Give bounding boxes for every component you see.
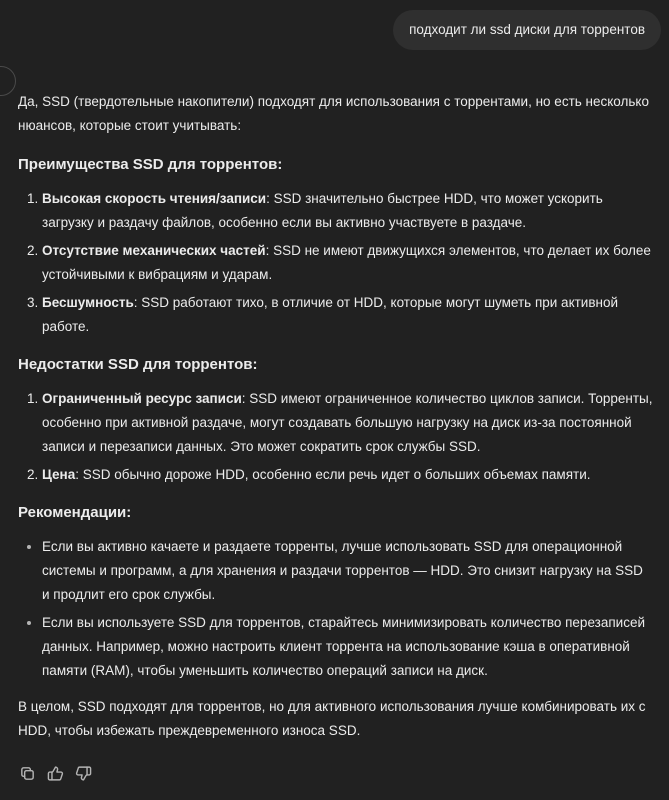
message-actions <box>18 764 92 782</box>
list-item-text: : SSD работают тихо, в отличие от HDD, которые могут шуметь при активной работе. <box>42 295 619 334</box>
list-item-text: : SSD обычно дороже HDD, особенно если речь идет о больших объемах памяти. <box>75 467 591 482</box>
copy-icon <box>19 765 36 782</box>
assistant-message <box>18 90 653 743</box>
list-item <box>42 463 653 487</box>
recommendations-heading: Рекомендации: <box>18 504 132 521</box>
recommendations-list <box>18 535 653 683</box>
list-item <box>42 291 653 339</box>
list-item: • Если вы используете SSD для торрентов, старайтесь минимизировать количество перезаписей данных. Например, можно настроить клиент торрента на использование кэша в оперативной памяти (RAM), чтобы уменьшить количество операций записи на диск. <box>42 611 653 683</box>
list-item-text: : SSD не имеют движущихся элементов, что делает их более устойчивыми к вибрациям и ударам. <box>42 243 651 282</box>
disadvantages-heading: Недостатки SSD для торрентов: <box>18 356 258 373</box>
list-item-text: : SSD значительно быстрее HDD, что может ускорить загрузку и раздачу файлов, особенно если вы активно участвуете в раздаче. <box>42 191 603 230</box>
list-item: • Если вы активно качаете и раздаете торренты, лучше использовать SSD для операционной системы и программ, а для хранения и раздачи торрентов — HDD. Это снизит нагрузку на SSD и продлит его срок службы. <box>42 535 653 607</box>
list-item-bold: Цена <box>42 467 76 482</box>
user-message-bubble: подходит ли ssd диски для торрентов <box>393 10 661 50</box>
list-item-text: : SSD имеют ограниченное количество циклов записи. Торренты, особенно при активной раздаче, могут создавать большую нагрузку на диск из-за постоянной записи и перезаписи данных. Это может сократить срок службы SSD. <box>42 391 653 454</box>
list-item <box>42 387 653 459</box>
copy-button[interactable] <box>18 764 36 782</box>
advantages-heading: Преимущества SSD для торрентов: <box>18 156 283 173</box>
conclusion-text: В целом, SSD подходят для торрентов, но для активного использования лучше комбинировать их с HDD, чтобы избежать преждевременного износа SSD. <box>18 699 646 738</box>
list-item <box>42 239 653 287</box>
thumbs-down-button[interactable] <box>74 764 92 782</box>
assistant-avatar <box>0 66 16 96</box>
thumbs-up-icon <box>47 765 64 782</box>
disadvantages-list <box>18 387 653 487</box>
intro-text: Да, SSD (твердотельные накопители) подходят для использования с торрентами, но есть несколько нюансов, которые стоит учитывать: <box>18 94 649 133</box>
advantages-list <box>18 187 653 339</box>
thumbs-up-button[interactable] <box>46 764 64 782</box>
list-item-bold: Бесшумность <box>42 295 134 310</box>
list-item-bold: Ограниченный ресурс записи <box>42 391 242 406</box>
list-item-bold: Отсутствие механических частей <box>42 243 266 258</box>
thumbs-down-icon <box>75 765 92 782</box>
list-item-bold: Высокая скорость чтения/записи <box>42 191 267 206</box>
list-item <box>42 187 653 235</box>
